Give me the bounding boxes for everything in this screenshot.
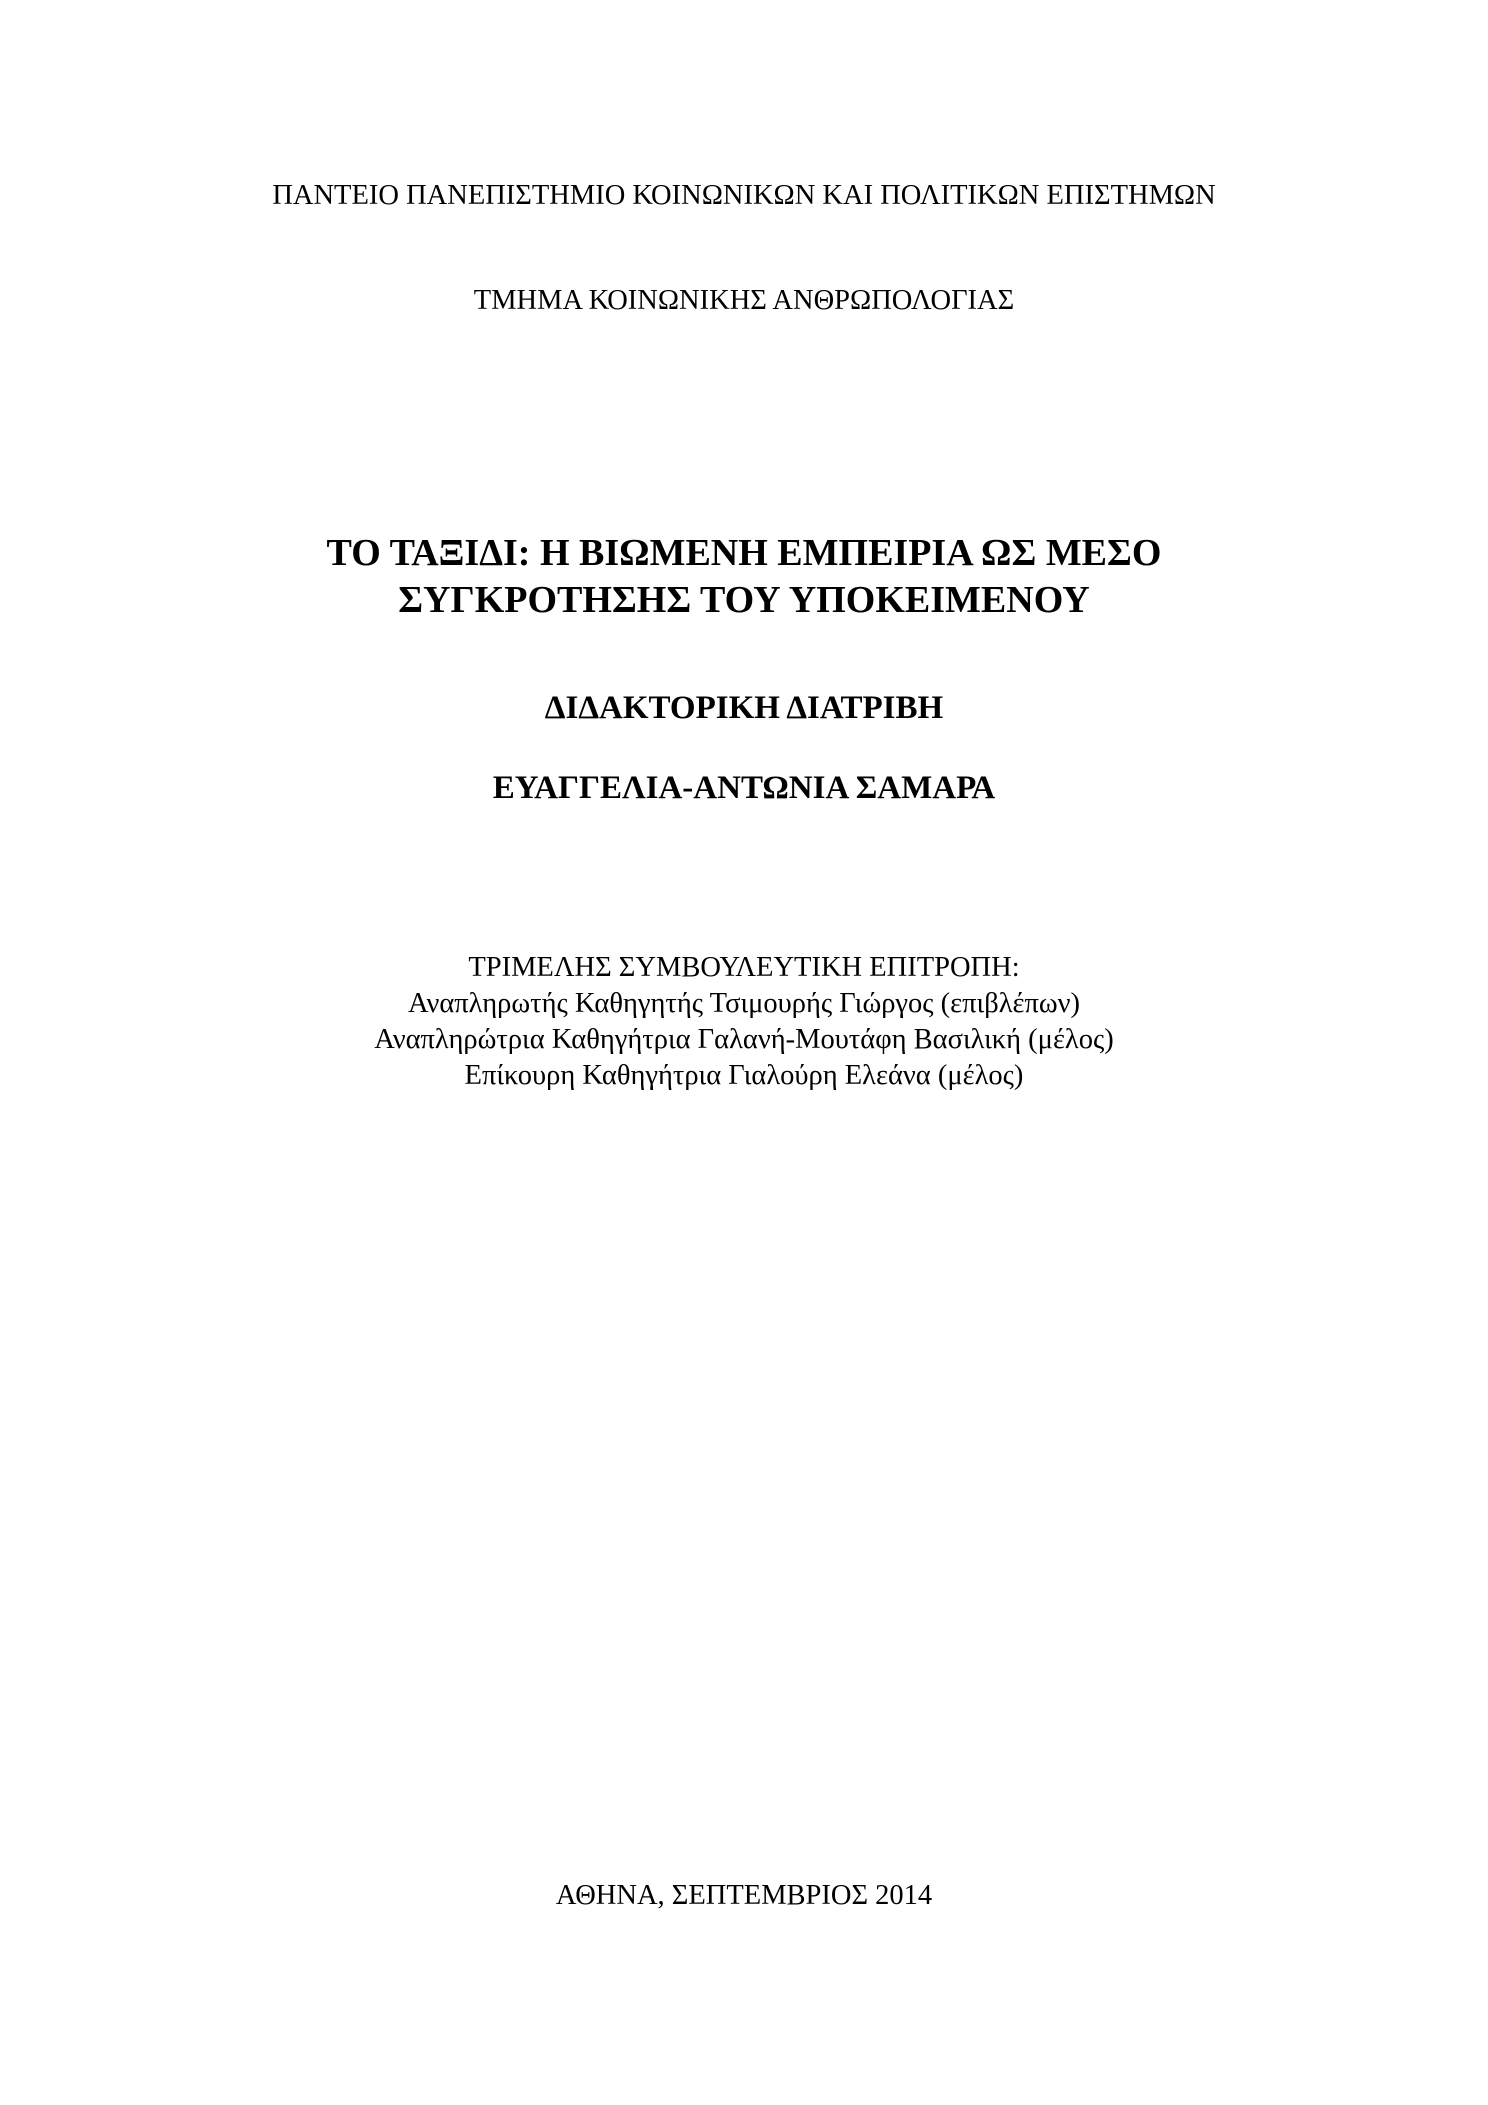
university-name: ΠΑΝΤΕΙΟ ΠΑΝΕΠΙΣΤΗΜΙΟ ΚΟΙΝΩΝΙΚΩΝ ΚΑΙ ΠΟΛΙΤΙΚΩΝ ΕΠΙΣΤΗΜΩΝ [272, 180, 1216, 211]
committee-member: Αναπληρωτής Καθηγητής Τσιμουρής Γιώργος (επιβλέπων) [407, 988, 1081, 1019]
author-name: ΕΥΑΓΓΕΛΙΑ-ΑΝΤΩΝΙΑ ΣΑΜΑΡΑ [492, 770, 996, 806]
document-type: ΔΙΔΑΚΤΟΡΙΚΗ ΔΙΑΤΡΙΒΗ [544, 690, 944, 726]
thesis-title [0, 530, 1488, 624]
committee-member: Επίκουρη Καθηγήτρια Γιαλούρη Ελεάνα (μέλος) [464, 1060, 1024, 1091]
thesis-title-line-2: ΣΥΓΚΡΟΤΗΣΗΣ ΤΟΥ ΥΠΟΚΕΙΜΕΝΟΥ [398, 579, 1090, 621]
place-and-date: ΑΘΗΝΑ, ΣΕΠΤΕΜΒΡΙΟΣ 2014 [555, 1880, 933, 1911]
advisory-committee [0, 950, 1488, 1094]
committee-member: Αναπληρώτρια Καθηγήτρια Γαλανή-Μουτάφη Βασιλική (μέλος) [374, 1024, 1114, 1055]
thesis-title-line-1: ΤΟ ΤΑΞΙΔΙ: Η ΒΙΩΜΕΝΗ ΕΜΠΕΙΡΙΑ ΩΣ ΜΕΣΟ [326, 532, 1162, 574]
committee-heading: ΤΡΙΜΕΛΗΣ ΣΥΜΒΟΥΛΕΥΤΙΚΗ ΕΠΙΤΡΟΠΗ: [468, 952, 1020, 983]
department-name: ΤΜΗΜΑ ΚΟΙΝΩΝΙΚΗΣ ΑΝΘΡΩΠΟΛΟΓΙΑΣ [473, 285, 1015, 316]
